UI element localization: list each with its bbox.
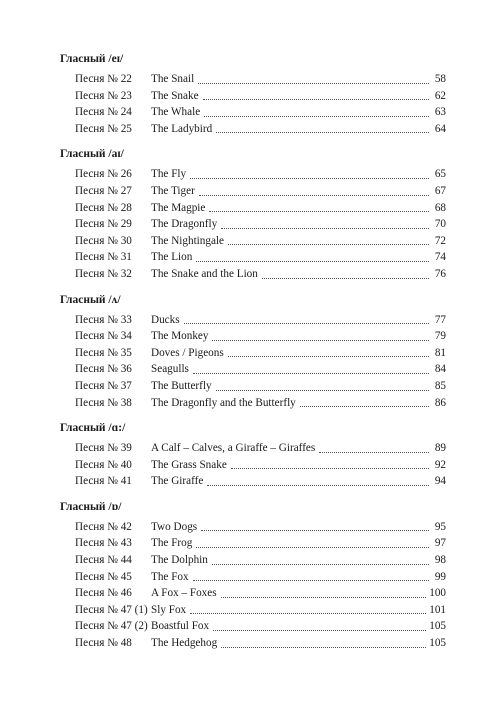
page-number: 92 — [434, 458, 446, 471]
song-title: The Giraffe — [151, 475, 204, 488]
song-title: Doves / Pigeons — [151, 346, 224, 359]
song-number: Песня № 38 — [75, 396, 132, 409]
page-number: 77 — [434, 313, 446, 326]
song-title: The Grass Snake — [151, 458, 227, 471]
song-number: Песня № 44 — [75, 554, 132, 567]
dot-leader — [262, 277, 429, 279]
toc-entry — [60, 104, 446, 121]
toc-entry — [60, 457, 446, 474]
page-number: 65 — [434, 168, 446, 181]
page-number: 94 — [434, 475, 446, 488]
dot-leader — [196, 546, 429, 548]
song-number: Песня № 32 — [75, 267, 132, 280]
song-title: Sly Fox — [151, 603, 187, 616]
toc-entry — [60, 585, 446, 602]
dot-leader — [300, 405, 429, 407]
dot-leader — [212, 563, 429, 565]
toc-entry — [60, 183, 446, 200]
dot-leader — [228, 243, 429, 245]
toc-entry — [60, 473, 446, 490]
song-title: Two Dogs — [151, 520, 198, 533]
toc-entry — [60, 440, 446, 457]
song-number: Песня № 24 — [75, 106, 132, 119]
dot-leader — [221, 227, 429, 229]
page-number: 58 — [434, 73, 446, 85]
page-number: 100 — [429, 587, 446, 600]
toc-entry — [60, 233, 446, 250]
page-number: 84 — [434, 363, 446, 376]
song-number: Песня № 26 — [75, 168, 132, 181]
song-number: Песня № 47 (2) — [75, 620, 148, 633]
toc-section — [60, 52, 446, 137]
song-number: Песня № 39 — [75, 442, 132, 455]
song-number: Песня № 46 — [75, 587, 132, 600]
page-number: 97 — [434, 537, 446, 550]
song-title: The Dolphin — [151, 554, 208, 567]
dot-leader — [213, 629, 426, 631]
toc-entry — [60, 266, 446, 283]
page-number: 86 — [434, 396, 446, 409]
toc-entry — [60, 312, 446, 329]
song-number: Песня № 27 — [75, 184, 132, 197]
song-title: The Nightingale — [151, 234, 225, 247]
dot-leader — [231, 467, 429, 469]
song-number: Песня № 31 — [75, 251, 132, 264]
page-number: 85 — [434, 379, 446, 392]
song-title: The Lion — [151, 251, 193, 264]
toc-entry — [60, 249, 446, 266]
page-number: 79 — [434, 330, 446, 343]
dot-leader — [199, 194, 429, 196]
song-number: Песня № 40 — [75, 458, 132, 471]
toc-entry — [60, 535, 446, 552]
page-number: 62 — [434, 89, 446, 102]
dot-leader — [201, 529, 429, 531]
toc-entry — [60, 635, 446, 652]
page-number: 99 — [434, 570, 446, 583]
toc-entry — [60, 519, 446, 536]
toc-entry — [60, 618, 446, 635]
toc-entry — [60, 552, 446, 569]
toc-entry — [60, 361, 446, 378]
song-title: A Fox – Foxes — [151, 587, 217, 600]
toc-section — [60, 293, 446, 412]
page-number: 101 — [429, 603, 446, 616]
song-title: The Hedgehog — [151, 637, 218, 650]
dot-leader — [221, 596, 427, 598]
song-number: Песня № 43 — [75, 537, 132, 550]
dot-leader — [207, 484, 429, 486]
table-of-contents — [60, 52, 446, 662]
page-number: 70 — [434, 218, 446, 231]
page-number: 95 — [434, 520, 446, 533]
dot-leader — [319, 451, 429, 453]
song-number: Песня № 25 — [75, 122, 132, 135]
song-number: Песня № 30 — [75, 234, 132, 247]
toc-entry — [60, 569, 446, 586]
song-number: Песня № 34 — [75, 330, 132, 343]
dot-leader — [198, 82, 429, 84]
page-number: 72 — [434, 234, 446, 247]
dot-leader — [212, 339, 429, 341]
song-number: Песня № 41 — [75, 475, 132, 488]
song-number: Песня № 22 — [75, 73, 132, 85]
dot-leader — [193, 579, 429, 581]
page-number: 105 — [429, 620, 446, 633]
dot-leader — [190, 177, 429, 179]
song-number: Песня № 47 (1) — [75, 603, 148, 616]
song-number: Песня № 45 — [75, 570, 132, 583]
song-title: The Snail — [151, 73, 195, 85]
song-title: Ducks — [151, 313, 180, 326]
toc-section — [60, 147, 446, 282]
page-number: 63 — [434, 106, 446, 119]
toc-entry — [60, 216, 446, 233]
song-number: Песня № 36 — [75, 363, 132, 376]
dot-leader — [193, 372, 429, 374]
toc-entry — [60, 200, 446, 217]
toc-entry — [60, 88, 446, 105]
section-heading: Гласный /eɪ/ — [60, 53, 124, 65]
song-title: A Calf – Calves, a Giraffe – Giraffes — [151, 442, 316, 455]
song-title: The Tiger — [151, 184, 195, 197]
toc-entry — [60, 602, 446, 619]
toc-entry — [60, 378, 446, 395]
song-title: The Whale — [151, 106, 201, 119]
song-title: The Fox — [151, 570, 189, 583]
toc-entry — [60, 345, 446, 362]
dot-leader — [228, 355, 429, 357]
dot-leader — [203, 98, 429, 100]
song-title: Boastful Fox — [151, 620, 210, 633]
song-number: Песня № 37 — [75, 379, 132, 392]
song-number: Песня № 33 — [75, 313, 132, 326]
section-heading: Гласный /ɑ:/ — [60, 422, 126, 435]
song-number: Песня № 28 — [75, 201, 132, 214]
song-number: Песня № 42 — [75, 520, 132, 533]
toc-entry — [60, 328, 446, 345]
dot-leader — [216, 389, 429, 391]
song-number: Песня № 23 — [75, 89, 132, 102]
page-number: 68 — [434, 201, 446, 214]
page-number: 74 — [434, 251, 446, 264]
toc-entry — [60, 71, 446, 88]
dot-leader — [209, 210, 429, 212]
song-title: Seagulls — [151, 363, 189, 376]
dot-leader — [216, 131, 429, 133]
dot-leader — [184, 322, 429, 324]
song-number: Песня № 29 — [75, 218, 132, 231]
song-title: The Dragonfly — [151, 218, 218, 231]
page-number: 64 — [434, 122, 446, 135]
song-title: The Frog — [151, 537, 193, 550]
song-title: The Snake and the Lion — [151, 267, 258, 280]
toc-section — [60, 500, 446, 652]
song-title: The Ladybird — [151, 122, 213, 135]
section-heading: Гласный /aɪ/ — [60, 148, 124, 161]
page-number: 98 — [434, 554, 446, 567]
section-heading: Гласный /ʌ/ — [60, 293, 121, 306]
song-number: Песня № 35 — [75, 346, 132, 359]
toc-section — [60, 421, 446, 490]
song-title: The Snake — [151, 89, 199, 102]
dot-leader — [204, 115, 429, 117]
toc-entry — [60, 395, 446, 412]
page-number: 67 — [434, 184, 446, 197]
section-heading: Гласный /ɒ/ — [60, 500, 122, 513]
dot-leader — [196, 260, 429, 262]
song-title: The Butterfly — [151, 379, 212, 392]
song-title: The Dragonfly and the Butterfly — [151, 396, 296, 409]
toc-entry — [60, 121, 446, 138]
page-number: 89 — [434, 442, 446, 455]
dot-leader — [190, 612, 426, 614]
song-number: Песня № 48 — [75, 637, 132, 650]
song-title: The Fly — [151, 168, 187, 181]
song-title: The Monkey — [151, 330, 209, 343]
page-number: 105 — [429, 637, 446, 650]
song-title: The Magpie — [151, 201, 206, 214]
toc-entry — [60, 166, 446, 183]
dot-leader — [221, 646, 426, 648]
page-number: 81 — [434, 346, 446, 359]
page-number: 76 — [434, 267, 446, 280]
